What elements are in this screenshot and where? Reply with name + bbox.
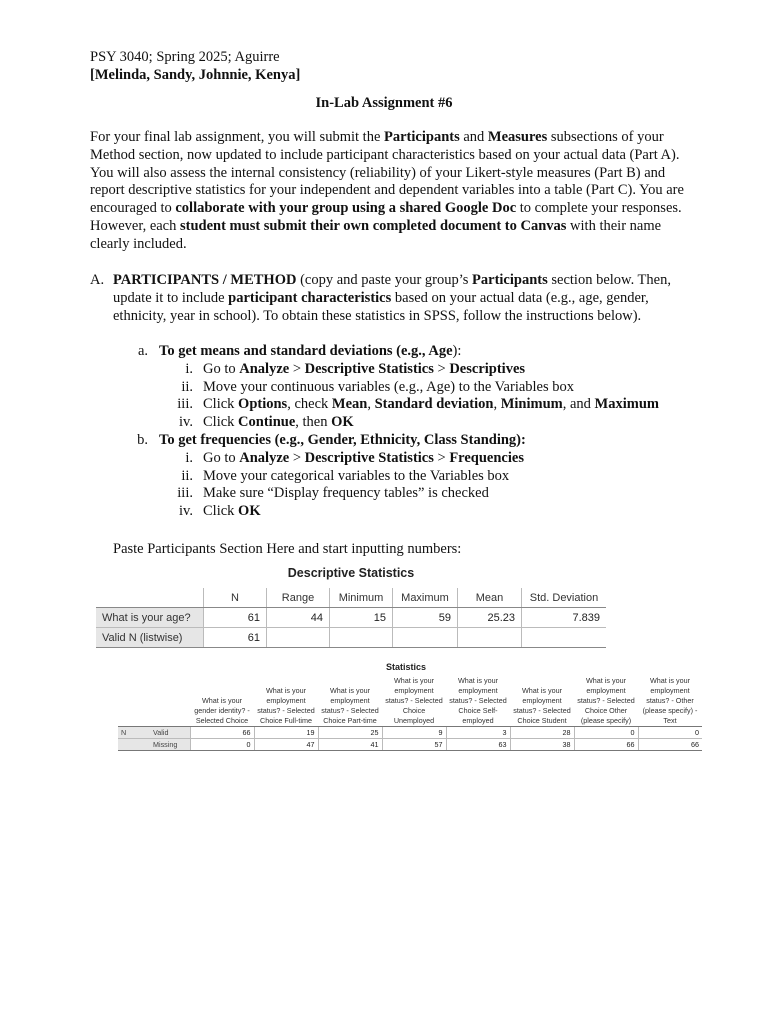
row-label: Valid [150,727,190,739]
step-text-run: > [289,449,305,466]
col-header: Maximum [393,588,458,608]
section-a-label: A. [90,272,105,288]
cell-value: 63 [446,739,510,751]
list-marker: ii. [181,378,193,395]
step-text [203,503,261,521]
intro-text-run: For your final lab assignment, you will submit the [90,129,385,145]
cell-value: 0 [190,739,254,751]
step-text [203,361,525,379]
table-row [96,608,606,628]
step-text-run: Make sure “Display frequency tables” is checked [203,485,489,502]
cell-value: 59 [393,608,458,628]
col-header: What is your employment status? - Selected Choice Self-employed [446,676,510,727]
statistics-title: Statistics [385,662,427,672]
table-header-row [96,588,606,608]
intro-text-run: with their name clearly included. [90,217,662,252]
cell-value: 25.23 [458,608,522,628]
step-text-run: Click [203,414,239,431]
step-text-run: Frequencies [449,449,524,466]
col-header: What is your gender identity? - Selected Choice [190,676,254,727]
cell-value: 61 [204,608,267,628]
step-text-run: Continue [238,414,296,431]
step-text-run: Standard deviation [374,396,494,413]
section-a [90,272,690,325]
step-text-run: Descriptive Statistics [304,449,434,466]
step-text-run: > [289,360,305,377]
step-text-run: Move your continuous variables (e.g., Age) to the Variables box [203,378,575,395]
instruction-text [159,343,461,361]
cell-value [393,628,458,648]
list-marker: iii. [177,396,193,413]
cell-value: 9 [382,727,446,739]
col-header: N [204,588,267,608]
list-marker: iv. [179,503,193,520]
instruction-text-run: To get means and standard deviations (e.g., Age [159,343,453,359]
cell-value: 25 [318,727,382,739]
stub-label: N [118,727,150,739]
cell-value: 66 [574,739,638,751]
list-marker: i. [185,449,193,466]
group-members: [Melinda, Sandy, Johnnie, Kenya] [90,67,301,83]
intro-text-run: Measures [487,129,548,145]
section-a-text-run: participant characteristics [228,289,392,306]
section-a-text-run: Participants [472,272,548,288]
cell-value [458,628,522,648]
descriptive-stats-title: Descriptive Statistics [287,566,415,580]
stub-empty [118,739,150,751]
col-header: What is your employment status? - Selected Choice Student [510,676,574,727]
table-header-row [118,676,702,727]
cell-value: 66 [638,739,702,751]
table-row [118,727,702,739]
step-text-run: Options [238,396,288,413]
cell-value [330,628,393,648]
cell-value: 38 [510,739,574,751]
step-text-run: Descriptive Statistics [304,360,434,377]
step-text [203,485,489,503]
table-row [96,628,606,648]
list-marker: b. [137,432,148,448]
step-text [203,468,509,486]
section-a-text-run: PARTICIPANTS / METHOD [113,272,297,288]
intro-text-run: Participants [384,129,460,145]
step-text-run: , [493,396,501,413]
instruction-text-run: ): [452,343,462,359]
step-text-run: Maximum [594,396,659,413]
cell-value: 61 [204,628,267,648]
corner-cell [96,588,204,608]
step-text-run: , check [287,396,332,413]
step-text-run: , then [295,414,332,431]
corner-cell [118,676,150,727]
step-text-run: > [433,449,450,466]
list-marker: a. [137,343,148,359]
col-header: What is your employment status? - Selected Choice Part-time [318,676,382,727]
col-header: Range [267,588,330,608]
list-marker: iii. [177,485,193,502]
col-header: What is your employment status? - Selected Choice Unemployed [382,676,446,727]
step-text-run: OK [331,414,354,431]
step-text-run: Minimum [500,396,563,413]
section-a-text [113,272,690,325]
step-text [203,450,524,468]
step-text-run: , and [562,396,595,413]
section-a-text-run: (copy and paste your group’s [296,272,473,288]
instruction-text [159,432,526,450]
cell-value: 41 [318,739,382,751]
step-text-run: Click [203,503,239,520]
cell-value [267,628,330,648]
step-text-run: Descriptives [449,360,526,377]
cell-value: 0 [574,727,638,739]
cell-value: 0 [638,727,702,739]
step-text-run: > [433,360,450,377]
intro-text-run: student must submit their own completed document to Canvas [180,217,567,234]
col-header: What is your employment status? - Selected Choice Full-time [254,676,318,727]
assignment-title: In-Lab Assignment #6 [315,95,453,111]
step-text-run: Mean [331,396,368,413]
intro-text-run: subsections of your Method section, now updated to include participant characteristics based on your actual data (Part A). You will also assess the internal consistency (reliability) of your Likert-style measures (Part B) and report descriptive statistics for your independent and dependent variables into a table (Part C). You are encouraged to [90,129,684,217]
col-header: What is your employment status? - Other (please specify) - Text [638,676,702,727]
row-label: Missing [150,739,190,751]
col-header: Minimum [330,588,393,608]
col-header: Std. Deviation [522,588,607,608]
corner-cell [150,676,190,727]
section-a-text-run: based on your actual data (e.g., age, gender, ethnicity, year in school). To obtain these statistics in SPSS, follow the instructions below). [113,289,649,324]
step-text-run: Move your categorical variables to the Variables box [203,467,510,484]
cell-value: 7.839 [522,608,607,628]
cell-value: 57 [382,739,446,751]
list-marker: i. [185,360,193,377]
section-a-text-run: section below. Then, update it to include [113,272,671,306]
cell-value: 47 [254,739,318,751]
col-header: Mean [458,588,522,608]
cell-value: 44 [267,608,330,628]
intro-text-run: collaborate with your group using a shared Google Doc [175,200,517,217]
step-text [203,414,354,432]
intro-paragraph [90,129,690,254]
step-text-run: , [367,396,375,413]
step-text-run: Go to [203,449,240,466]
intro-text-run: and [459,129,488,145]
statistics-table [118,676,702,751]
row-label: Valid N (listwise) [96,628,204,648]
instruction-text-run: To get frequencies (e.g., Gender, Ethnicity, Class Standing): [159,432,526,448]
row-label: What is your age? [96,608,204,628]
list-marker: iv. [179,414,193,431]
step-text [203,396,659,414]
cell-value [522,628,607,648]
step-text-run: Analyze [239,360,290,377]
step-text-run: OK [238,503,261,520]
step-text [203,379,574,397]
intro-text-run: to complete your responses. However, each [90,200,682,234]
course-line: PSY 3040; Spring 2025; Aguirre [90,49,280,65]
cell-value: 15 [330,608,393,628]
col-header: What is your employment status? - Selected Choice Other (please specify) [574,676,638,727]
step-text-run: Go to [203,360,240,377]
step-text-run: Click [203,396,239,413]
cell-value: 28 [510,727,574,739]
cell-value: 3 [446,727,510,739]
step-text-run: Analyze [239,449,290,466]
table-row [118,739,702,751]
list-marker: ii. [181,467,193,484]
cell-value: 19 [254,727,318,739]
paste-prompt: Paste Participants Section Here and start inputting numbers: [113,541,462,557]
descriptive-stats-table [96,588,606,648]
cell-value: 66 [190,727,254,739]
